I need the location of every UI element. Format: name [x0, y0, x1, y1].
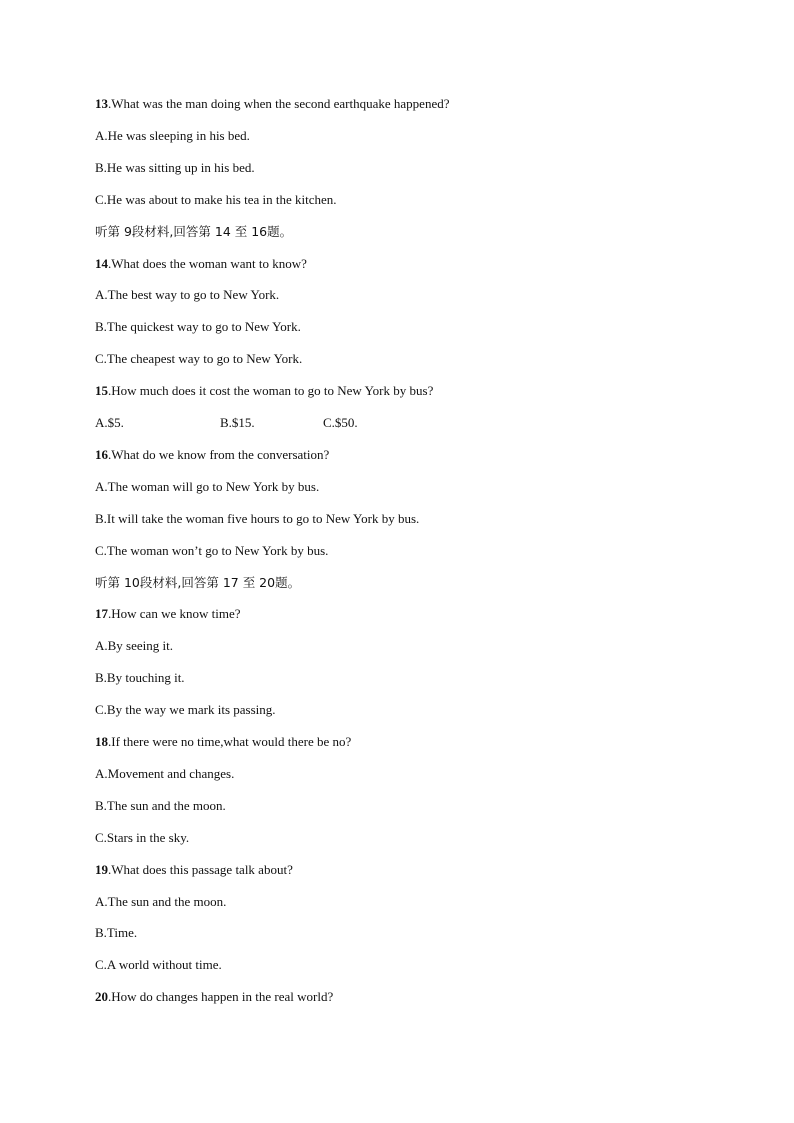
question-text: .How much does it cost the woman to go to New York by bus? — [108, 383, 434, 399]
answer-option: C.$50. — [323, 415, 358, 430]
answer-option: A.The woman will go to New York by bus. — [95, 478, 320, 494]
question-14 — [95, 256, 307, 272]
question-text: .What does this passage talk about? — [108, 861, 293, 877]
question-text: .How do changes happen in the real world? — [108, 989, 334, 1005]
question-text: .How can we know time? — [108, 606, 241, 622]
answer-option: A.He was sleeping in his bed. — [95, 127, 250, 143]
answer-option: C.A world without time. — [95, 957, 222, 973]
answer-option: B.The quickest way to go to New York. — [95, 319, 301, 335]
question-text: .What was the man doing when the second earthquake happened? — [108, 96, 450, 111]
question-15 — [95, 383, 433, 399]
question-18 — [95, 734, 351, 750]
question-number: 18 — [95, 734, 108, 749]
question-16 — [95, 447, 329, 463]
answer-option: C.Stars in the sky. — [95, 829, 190, 845]
question-13 — [95, 96, 450, 112]
answer-option: B.$15. — [220, 415, 255, 430]
answer-option: A.Movement and changes. — [95, 765, 235, 781]
answer-option: C.By the way we mark its passing. — [95, 702, 276, 718]
answer-option: B.The sun and the moon. — [95, 797, 226, 813]
answer-option: B.He was sitting up in his bed. — [95, 159, 255, 175]
question-text: .What does the woman want to know? — [108, 255, 307, 271]
section-instruction: 听第 10段材料,回答第 17 至 20题。 — [95, 574, 301, 590]
answer-option: A.By seeing it. — [95, 638, 173, 654]
question-20 — [95, 989, 333, 1005]
answer-option: B.Time. — [95, 925, 138, 941]
section-instruction: 听第 9段材料,回答第 14 至 16题。 — [95, 223, 293, 239]
question-19 — [95, 862, 293, 878]
question-number: 13 — [95, 96, 108, 111]
question-number: 15 — [95, 383, 108, 399]
answer-option: A.The best way to go to New York. — [95, 287, 280, 303]
question-number: 17 — [95, 606, 108, 622]
question-text: .If there were no time,what would there be no? — [108, 734, 352, 749]
question-number: 19 — [95, 861, 108, 877]
answer-option: A.The sun and the moon. — [95, 893, 227, 909]
answer-option: C.The woman won’t go to New York by bus. — [95, 542, 329, 558]
answer-option: B.It will take the woman five hours to go to New York by bus. — [95, 510, 420, 526]
answer-option: C.The cheapest way to go to New York. — [95, 351, 303, 367]
answer-option: B.By touching it. — [95, 670, 185, 686]
question-number: 16 — [95, 446, 108, 462]
question-number: 20 — [95, 989, 108, 1005]
answer-option: A.$5. — [95, 415, 124, 430]
question-17 — [95, 606, 241, 622]
question-text: .What do we know from the conversation? — [108, 446, 330, 462]
question-number: 14 — [95, 255, 108, 271]
answer-option: C.He was about to make his tea in the kitchen. — [95, 191, 337, 207]
